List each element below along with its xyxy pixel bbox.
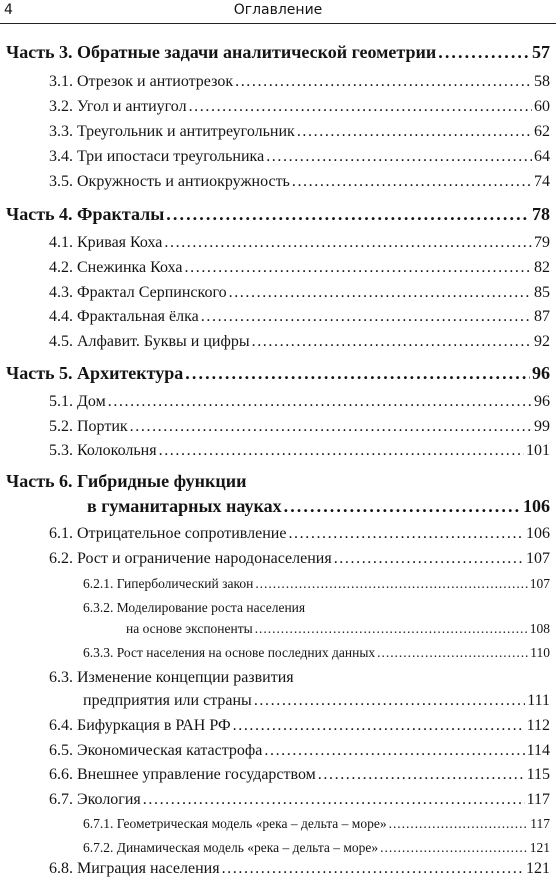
toc-entry-title: 6.1. Отрицательное сопротивление	[49, 525, 287, 542]
toc-entry-title: 4.5. Алфавит. Буквы и цифры	[49, 333, 250, 350]
toc-page-number: 121	[526, 860, 550, 877]
toc-entry-title: на основе экспоненты	[126, 621, 253, 636]
dot-leader	[297, 122, 532, 142]
toc-entry-title: 4.1. Кривая Коха	[49, 234, 163, 251]
toc-entry-title: 4.3. Фрактал Серпинского	[49, 284, 227, 301]
dot-leader	[185, 258, 532, 278]
dot-leader	[255, 619, 528, 639]
toc-entry-title: 6.7.1. Геометрическая модель «река – дельта – море»	[83, 816, 387, 831]
dot-leader	[189, 97, 532, 117]
toc-section-5-3	[49, 441, 550, 461]
toc-subsection-6-2-1	[83, 574, 550, 594]
toc-page-number: 121	[529, 840, 550, 855]
toc-page-number: 111	[527, 692, 550, 709]
toc-section-6-3-line1: 6.3. Изменение концепции развития	[49, 669, 294, 686]
toc-entry-title: 5.3. Колокольня	[49, 442, 157, 459]
toc-page-number: 74	[534, 173, 550, 190]
toc-page-number: 64	[534, 148, 550, 165]
dot-leader	[222, 859, 524, 879]
toc-section-4-2	[49, 258, 550, 278]
toc-page-number: 92	[534, 333, 550, 350]
dot-leader	[254, 691, 525, 711]
toc-page-number: 79	[534, 234, 550, 251]
toc-section-4-4	[49, 307, 550, 327]
dot-leader	[235, 72, 532, 92]
toc-entry-title: предприятия или страны	[83, 692, 252, 709]
dot-leader	[252, 332, 532, 352]
toc-section-3-3	[49, 122, 550, 142]
page-number: 4	[4, 2, 13, 18]
dot-leader	[233, 716, 525, 736]
toc-entry-title: 5.2. Портик	[49, 418, 128, 435]
toc-page-number: 107	[526, 550, 550, 567]
page-header	[0, 0, 556, 24]
toc-page-number: 85	[534, 284, 550, 301]
toc-entry-title: 6.5. Экономическая катастрофа	[49, 742, 263, 759]
toc-section-5-1	[49, 392, 550, 412]
toc-entry-title: 4.2. Снежинка Коха	[49, 259, 183, 276]
dot-leader	[292, 172, 532, 192]
toc-entry-title: 3.5. Окружность и антиокружность	[49, 173, 290, 190]
toc-part-6-title-line1: Часть 6. Гибридные функции	[6, 471, 247, 491]
toc-section-6-3	[83, 691, 550, 711]
dot-leader	[108, 392, 532, 412]
toc-section-6-7	[49, 790, 550, 810]
toc-page-number: 78	[532, 204, 550, 224]
toc-page-number: 110	[530, 645, 550, 660]
toc-section-4-5	[49, 332, 550, 352]
dot-leader	[334, 549, 524, 569]
dot-leader	[164, 233, 532, 253]
dot-leader	[264, 741, 524, 761]
dot-leader	[380, 838, 528, 858]
toc-section-6-1	[49, 524, 550, 544]
toc-page-number: 99	[534, 418, 550, 435]
toc-page-number: 112	[526, 717, 550, 734]
dot-leader	[143, 790, 525, 810]
toc-entry-title: 3.3. Треугольник и антитреугольник	[49, 123, 295, 140]
toc-section-5-2	[49, 417, 550, 437]
dot-leader	[284, 496, 521, 516]
toc-part-5	[6, 363, 550, 383]
toc-entry-title: 3.1. Отрезок и антиотрезок	[49, 73, 234, 90]
dot-leader	[159, 441, 524, 461]
toc-entry-title: 3.2. Угол и антиугол	[49, 98, 187, 115]
dot-leader	[130, 417, 532, 437]
toc-subsection-6-3-2	[126, 619, 550, 639]
dot-leader	[377, 643, 528, 663]
toc-page-number: 96	[534, 393, 550, 410]
toc-entry-title: 6.4. Бифуркация в РАН РФ	[49, 717, 231, 734]
toc-subsection-6-3-3	[83, 643, 550, 663]
dot-leader	[389, 814, 529, 834]
toc-section-6-4	[49, 716, 550, 736]
toc-entry-title: 6.7. Экология	[49, 791, 141, 808]
dot-leader	[318, 765, 525, 785]
dot-leader	[229, 283, 532, 303]
running-title: Оглавление	[233, 2, 323, 18]
toc-page-number: 114	[526, 742, 550, 759]
toc-section-4-1	[49, 233, 550, 253]
toc-page-number: 106	[523, 496, 550, 516]
toc-section-6-6	[49, 765, 550, 785]
toc-part-6	[87, 496, 550, 516]
toc-section-3-2	[49, 97, 550, 117]
dot-leader	[166, 204, 530, 224]
toc-entry-title: Часть 3. Обратные задачи аналитической геометрии	[6, 42, 437, 62]
dot-leader	[201, 307, 532, 327]
toc-page-number: 115	[526, 766, 550, 783]
dot-leader	[185, 363, 530, 383]
toc-page-number: 57	[532, 42, 550, 62]
toc-section-6-5	[49, 741, 550, 761]
toc-entry-title: 6.2.1. Гиперболический закон	[83, 576, 254, 591]
toc-page-number: 87	[534, 308, 550, 325]
dot-leader	[288, 524, 524, 544]
toc-section-3-1	[49, 72, 550, 92]
toc-page-number: 58	[534, 73, 550, 90]
toc-page-number: 106	[526, 525, 550, 542]
toc-entry-title: 6.6. Внешнее управление государством	[49, 766, 316, 783]
toc-page-number: 108	[529, 621, 550, 636]
toc-part-3	[6, 42, 550, 62]
toc-subsection-6-7-2	[83, 838, 550, 858]
toc-section-3-5	[49, 172, 550, 192]
toc-section-4-3	[49, 283, 550, 303]
toc-entry-title: Часть 5. Архитектура	[6, 363, 184, 383]
toc-part-4	[6, 204, 550, 224]
toc-section-6-2	[49, 549, 550, 569]
toc-entry-title: Часть 4. Фракталы	[6, 204, 165, 224]
toc-entry-title: 6.8. Миграция населения	[49, 860, 220, 877]
toc-page-number: 117	[530, 816, 550, 831]
toc-page-number: 62	[534, 123, 550, 140]
toc-page-number: 96	[532, 363, 550, 383]
toc-page-number: 101	[526, 442, 550, 459]
toc-entry-title: 6.2. Рост и ограничение народонаселения	[49, 550, 332, 567]
toc-entry-title: 6.7.2. Динамическая модель «река – дельта – море»	[83, 840, 379, 855]
dot-leader	[266, 147, 532, 167]
toc-entry-title: 6.3.3. Рост населения на основе последних данных	[83, 645, 376, 660]
dot-leader	[255, 574, 527, 594]
toc-page-number: 82	[534, 259, 550, 276]
toc-section-6-8	[49, 859, 550, 879]
toc-subsection-6-3-2-line1: 6.3.2. Моделирование роста населения	[83, 600, 306, 615]
toc-section-3-4	[49, 147, 550, 167]
toc-page-number: 60	[534, 98, 550, 115]
toc-entry-title: в гуманитарных науках	[87, 496, 282, 516]
toc-page-number: 117	[526, 791, 550, 808]
toc-entry-title: 3.4. Три ипостаси треугольника	[49, 148, 265, 165]
toc-entry-title: 5.1. Дом	[49, 393, 106, 410]
toc-entry-title: 4.4. Фрактальная ёлка	[49, 308, 199, 325]
dot-leader	[438, 42, 530, 62]
toc-subsection-6-7-1	[83, 814, 550, 834]
toc-page-number: 107	[529, 576, 550, 591]
